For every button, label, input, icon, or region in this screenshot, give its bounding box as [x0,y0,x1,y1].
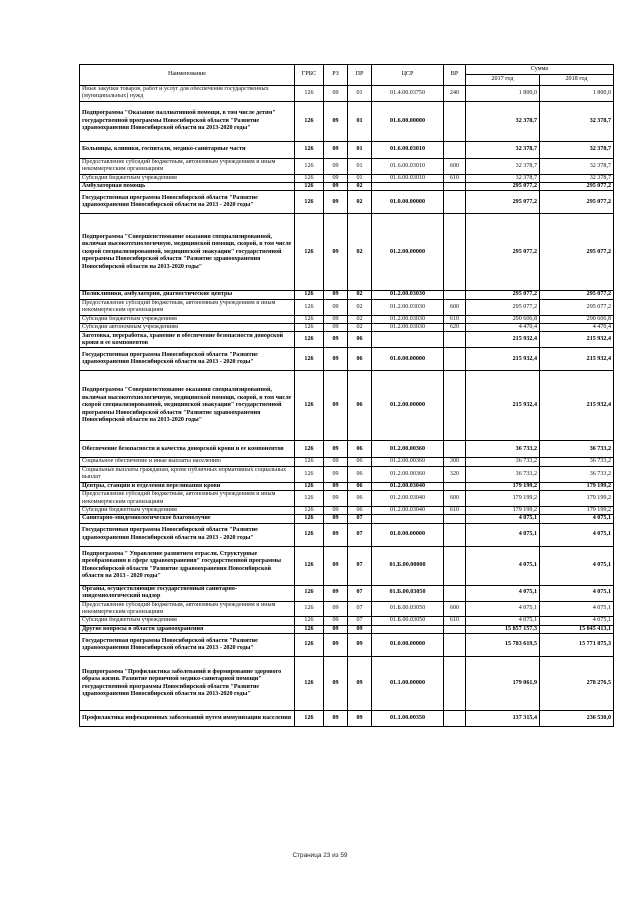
cell-grbs: 126 [295,332,324,348]
table-row [80,585,614,601]
cell-2017: 179 199,2 [466,482,540,490]
cell-2017: 295 077,2 [466,191,540,214]
header-vr: ВР [444,65,466,86]
cell-grbs: 126 [295,86,324,102]
cell-rz: 09 [324,324,348,332]
cell-name: Санитарно-эпидемиологическое благополучие [80,515,295,523]
cell-csr: 01.2.00.03030 [372,299,444,315]
cell-pr: 01 [348,174,372,182]
cell-pr: 09 [348,625,372,633]
cell-name: Профилактика инфекционных заболеваний путем иммунизации населения [80,711,295,727]
cell-vr: 600 [444,491,466,507]
cell-pr: 02 [348,315,372,323]
cell-2017: 215 932,4 [466,348,540,371]
cell-pr: 06 [348,441,372,458]
cell-vr [444,332,466,348]
cell-2018: 215 932,4 [540,371,614,441]
cell-2018: 15 845 413,1 [540,625,614,633]
cell-2018: 32 378,7 [540,101,614,141]
cell-rz: 09 [324,174,348,182]
cell-pr: 01 [348,158,372,174]
cell-2017: 15 783 619,5 [466,634,540,657]
cell-pr: 07 [348,523,372,546]
cell-name: Государственная программа Новосибирской области "Развитие здравоохранения Новосибирской области на 2013 - 2020 годы" [80,348,295,371]
cell-grbs: 126 [295,141,324,158]
cell-csr [372,625,444,633]
cell-pr: 01 [348,86,372,102]
table-row [80,601,614,617]
cell-rz: 09 [324,523,348,546]
cell-2018: 295 077,2 [540,191,614,214]
cell-2017: 295 077,2 [466,214,540,291]
table-row [80,324,614,332]
cell-vr [444,441,466,458]
cell-grbs: 126 [295,506,324,514]
cell-name: Субсидии бюджетным учреждениям [80,174,295,182]
cell-csr: 01.2.00.03030 [372,315,444,323]
cell-name: Поликлиники, амбулатории, диагностические центры [80,291,295,299]
cell-name: Органы, осуществляющие государственный санитарно-эпидемиологический надзор [80,585,295,601]
cell-csr: 01.2.00.03030 [372,324,444,332]
cell-vr: 620 [444,324,466,332]
cell-2017: 179 199,2 [466,491,540,507]
cell-name: Субсидии бюджетным учреждениям [80,617,295,625]
header-2017: 2017 год [466,75,540,86]
cell-rz: 09 [324,291,348,299]
cell-pr: 01 [348,141,372,158]
cell-2018: 295 077,2 [540,214,614,291]
cell-2017: 32 378,7 [466,141,540,158]
cell-pr: 06 [348,506,372,514]
cell-csr: 01.Б.00.00000 [372,546,444,585]
cell-2017: 4 075,1 [466,601,540,617]
cell-csr: 01.0.00.00000 [372,348,444,371]
cell-2017: 4 075,1 [466,617,540,625]
cell-rz: 09 [324,214,348,291]
cell-vr [444,585,466,601]
cell-2018: 236 530,0 [540,711,614,727]
cell-vr [444,482,466,490]
cell-2017: 32 378,7 [466,158,540,174]
cell-2018: 36 733,2 [540,441,614,458]
cell-vr [444,711,466,727]
cell-rz: 09 [324,101,348,141]
cell-csr: 01.2.00.00360 [372,441,444,458]
cell-csr: 01.2.00.03030 [372,291,444,299]
table-row [80,711,614,727]
table-row [80,174,614,182]
cell-name: Подпрограмма "Оказание паллиативной помощи, в том числе детям" государственной программы Новосибирской области "Развитие здравоохранения Новосибирской области на 2013-2020 годы" [80,101,295,141]
table-header [80,65,614,86]
cell-pr: 09 [348,711,372,727]
cell-rz: 09 [324,634,348,657]
cell-rz: 09 [324,332,348,348]
cell-vr [444,371,466,441]
cell-csr: 01.2.00.00360 [372,466,444,482]
table-row [80,506,614,514]
table-row [80,101,614,141]
cell-csr: 01.2.00.03040 [372,482,444,490]
cell-csr: 01.6.00.00000 [372,101,444,141]
header-csr: ЦСР [372,65,444,86]
cell-csr: 01.2.00.00360 [372,458,444,466]
table-row [80,482,614,490]
cell-2018: 215 932,4 [540,348,614,371]
table-row [80,546,614,585]
cell-pr: 07 [348,585,372,601]
cell-2017: 4 075,1 [466,546,540,585]
cell-grbs: 126 [295,183,324,191]
cell-2018: 32 378,7 [540,141,614,158]
cell-2017: 4 075,1 [466,585,540,601]
cell-vr [444,101,466,141]
cell-rz: 09 [324,183,348,191]
cell-csr: 01.2.00.03040 [372,491,444,507]
cell-grbs: 126 [295,458,324,466]
table-row [80,299,614,315]
table-row [80,183,614,191]
cell-csr [372,332,444,348]
cell-name: Субсидии бюджетным учреждениям [80,506,295,514]
table-row [80,523,614,546]
cell-rz: 09 [324,491,348,507]
cell-vr [444,523,466,546]
cell-name: Предоставление субсидий бюджетным, автономным учреждениям и иным некоммерческим организациям [80,299,295,315]
cell-rz: 09 [324,458,348,466]
cell-grbs: 126 [295,291,324,299]
cell-grbs: 126 [295,348,324,371]
cell-rz: 09 [324,617,348,625]
table-row [80,491,614,507]
cell-2017: 4 075,1 [466,523,540,546]
cell-2018: 278 276,5 [540,657,614,711]
cell-vr: 610 [444,617,466,625]
cell-rz: 09 [324,515,348,523]
header-grbs: ГРБС [295,65,324,86]
cell-csr: 01.2.00.03040 [372,506,444,514]
cell-2018: 4 075,1 [540,515,614,523]
cell-grbs: 126 [295,515,324,523]
cell-grbs: 126 [295,546,324,585]
cell-pr: 02 [348,183,372,191]
cell-csr: 01.1.00.00000 [372,657,444,711]
cell-name: Субсидии бюджетным учреждениям [80,315,295,323]
table-row [80,634,614,657]
cell-name: Больницы, клиники, госпитали, медико-санитарные части [80,141,295,158]
table-row [80,332,614,348]
cell-rz: 09 [324,348,348,371]
header-sum: Сумма [466,65,614,75]
cell-vr [444,141,466,158]
cell-pr: 02 [348,191,372,214]
table-row [80,141,614,158]
cell-rz: 09 [324,191,348,214]
header-pr: ПР [348,65,372,86]
cell-2018: 15 771 875,3 [540,634,614,657]
cell-grbs: 126 [295,441,324,458]
cell-vr [444,183,466,191]
cell-pr: 06 [348,491,372,507]
cell-grbs: 126 [295,299,324,315]
cell-rz: 09 [324,546,348,585]
cell-vr [444,191,466,214]
cell-vr: 300 [444,458,466,466]
cell-rz: 09 [324,601,348,617]
cell-name: Другие вопросы в области здравоохранения [80,625,295,633]
table-row [80,371,614,441]
cell-vr: 610 [444,506,466,514]
cell-2017: 4 470,4 [466,324,540,332]
cell-csr: 01.Б.00.03050 [372,617,444,625]
cell-name: Амбулаторная помощь [80,183,295,191]
cell-2018: 4 470,4 [540,324,614,332]
table-row [80,441,614,458]
cell-rz: 09 [324,141,348,158]
cell-name: Социальные выплаты гражданам, кроме публичных нормативных социальных выплат [80,466,295,482]
table-row [80,617,614,625]
cell-name: Государственная программа Новосибирской области "Развитие здравоохранения Новосибирской области на 2013 - 2020 годы" [80,523,295,546]
cell-2018: 179 199,2 [540,491,614,507]
cell-pr: 06 [348,482,372,490]
cell-2017: 137 315,4 [466,711,540,727]
cell-vr [444,214,466,291]
cell-vr: 600 [444,601,466,617]
cell-rz: 09 [324,441,348,458]
cell-csr: 01.2.00.00000 [372,371,444,441]
cell-grbs: 126 [295,625,324,633]
cell-2018: 179 199,2 [540,482,614,490]
cell-csr: 01.6.00.03010 [372,174,444,182]
cell-2018: 4 075,1 [540,601,614,617]
cell-csr: 01.4.00.03750 [372,86,444,102]
cell-pr: 06 [348,371,372,441]
cell-csr: 01.0.00.00000 [372,634,444,657]
cell-grbs: 126 [295,101,324,141]
header-name: Наименование [80,65,295,86]
cell-2017: 179 199,2 [466,506,540,514]
header-2018: 2018 год [540,75,614,86]
cell-rz: 09 [324,86,348,102]
cell-name: Подпрограмма "Совершенствование оказания специализированной, включая высокотехнологичную, медицинской помощи, скорой, в том числе скорой специализированной, медицинской эвакуации" государственной программы Новосибирской области "Развитие здравоохранения Новосибирской области на 2013-2020 годы" [80,214,295,291]
cell-rz: 09 [324,315,348,323]
cell-2017: 36 733,2 [466,466,540,482]
cell-csr: 01.Б.00.03050 [372,585,444,601]
cell-2018: 32 378,7 [540,174,614,182]
cell-pr: 02 [348,299,372,315]
cell-name: Социальное обеспечение и иные выплаты населению [80,458,295,466]
cell-grbs: 126 [295,174,324,182]
cell-csr [372,183,444,191]
cell-pr: 02 [348,324,372,332]
cell-csr: 01.6.00.03010 [372,158,444,174]
cell-rz: 09 [324,158,348,174]
cell-name: Обеспечение безопасности и качества донорской крови и ее компонентов [80,441,295,458]
cell-name: Предоставление субсидий бюджетным, автономным учреждениям и иным некоммерческим организациям [80,601,295,617]
table-row [80,348,614,371]
cell-pr: 07 [348,601,372,617]
cell-name: Иные закупки товаров, работ и услуг для обеспечения государственных (муниципальных) нужд [80,86,295,102]
cell-pr: 07 [348,515,372,523]
cell-grbs: 126 [295,191,324,214]
cell-2018: 295 077,2 [540,291,614,299]
cell-vr: 610 [444,174,466,182]
cell-csr: 01.0.00.00000 [372,523,444,546]
cell-2018: 4 075,1 [540,523,614,546]
cell-name: Подпрограмма " Управление развитием отрасли. Структурные преобразования в сфере здравоохранения" государственной программы Новосибирской области "Развитие здравоохранения Новосибирской области на 2013 - 2020 годы" [80,546,295,585]
cell-2018: 215 932,4 [540,332,614,348]
cell-grbs: 126 [295,315,324,323]
page-footer: Страница 23 из 59 [292,852,348,859]
cell-name: Предоставление субсидий бюджетным, автономным учреждениям и иным некоммерческим организациям [80,158,295,174]
cell-pr: 06 [348,348,372,371]
cell-2018: 4 075,1 [540,585,614,601]
cell-pr: 06 [348,332,372,348]
cell-name: Подпрограмма "Совершенствование оказания специализированной, включая высокотехнологичную, медицинской помощи, скорой, в том числе скорой специализированной, медицинской эвакуации" государственной программы Новосибирской области "Развитие здравоохранения Новосибирской области на 2013-2020 годы" [80,371,295,441]
table-row [80,657,614,711]
cell-vr [444,515,466,523]
cell-grbs: 126 [295,482,324,490]
cell-rz: 09 [324,711,348,727]
table-row [80,466,614,482]
cell-csr: 01.0.00.00000 [372,191,444,214]
cell-2018: 32 378,7 [540,158,614,174]
cell-name: Государственная программа Новосибирской области "Развитие здравоохранения Новосибирской области на 2013 - 2020 годы" [80,191,295,214]
cell-vr [444,291,466,299]
cell-pr: 09 [348,657,372,711]
cell-2018: 4 075,1 [540,617,614,625]
cell-vr: 320 [444,466,466,482]
cell-name: Государственная программа Новосибирской области "Развитие здравоохранения Новосибирской области на 2013 - 2020 годы" [80,634,295,657]
cell-csr: 01.1.00.00350 [372,711,444,727]
cell-2017: 32 378,7 [466,101,540,141]
cell-pr: 06 [348,466,372,482]
cell-2017: 179 061,9 [466,657,540,711]
table-row [80,625,614,633]
cell-rz: 09 [324,299,348,315]
cell-2017: 4 075,1 [466,515,540,523]
cell-name: Субсидии автономным учреждениям [80,324,295,332]
cell-vr: 610 [444,315,466,323]
table-body [80,86,614,727]
cell-grbs: 126 [295,491,324,507]
cell-pr: 06 [348,458,372,466]
cell-rz: 09 [324,585,348,601]
cell-csr [372,515,444,523]
cell-2017: 295 077,2 [466,291,540,299]
cell-grbs: 126 [295,466,324,482]
cell-2017: 215 932,4 [466,332,540,348]
table-row [80,214,614,291]
table-row [80,291,614,299]
table-row [80,315,614,323]
cell-vr [444,348,466,371]
cell-grbs: 126 [295,523,324,546]
cell-2017: 295 077,2 [466,183,540,191]
cell-2017: 15 857 157,3 [466,625,540,633]
cell-vr [444,657,466,711]
table-row [80,515,614,523]
cell-2017: 32 378,7 [466,174,540,182]
cell-pr: 09 [348,634,372,657]
cell-name: Подпрограмма "Профилактика заболеваний и формирование здорового образа жизни. Развитие первичной медико-санитарной помощи" государственной программы Новосибирской области "Развитие здравоохранения Новосибирской области на 2013-2020 годы" [80,657,295,711]
cell-2018: 36 733,2 [540,458,614,466]
cell-rz: 09 [324,466,348,482]
cell-2017: 36 733,2 [466,458,540,466]
cell-2018: 1 800,0 [540,86,614,102]
cell-rz: 09 [324,371,348,441]
cell-vr [444,625,466,633]
cell-2017: 36 733,2 [466,441,540,458]
cell-2018: 36 733,2 [540,466,614,482]
cell-vr: 240 [444,86,466,102]
table-row [80,458,614,466]
budget-table [79,64,614,727]
cell-csr: 01.2.00.00000 [372,214,444,291]
cell-vr [444,634,466,657]
table-row [80,191,614,214]
cell-2018: 295 077,2 [540,299,614,315]
cell-grbs: 126 [295,617,324,625]
table-row [80,86,614,102]
cell-2017: 215 932,4 [466,371,540,441]
cell-name: Предоставление субсидий бюджетным, автономным учреждениям и иным некоммерческим организациям [80,491,295,507]
cell-pr: 07 [348,617,372,625]
cell-2018: 295 077,2 [540,183,614,191]
cell-2017: 1 800,0 [466,86,540,102]
cell-grbs: 126 [295,585,324,601]
cell-2017: 295 077,2 [466,299,540,315]
cell-grbs: 126 [295,214,324,291]
cell-grbs: 126 [295,657,324,711]
cell-grbs: 126 [295,371,324,441]
cell-rz: 09 [324,506,348,514]
cell-name: Заготовка, переработка, хранение и обеспечение безопасности донорской крови и ее компонентов [80,332,295,348]
cell-rz: 09 [324,482,348,490]
cell-csr: 01.Б.00.03050 [372,601,444,617]
cell-pr: 07 [348,546,372,585]
cell-grbs: 126 [295,158,324,174]
header-rz: РЗ [324,65,348,86]
table-row [80,158,614,174]
cell-pr: 02 [348,291,372,299]
cell-2018: 179 199,2 [540,506,614,514]
cell-2018: 290 606,8 [540,315,614,323]
cell-vr: 600 [444,158,466,174]
cell-grbs: 126 [295,711,324,727]
cell-grbs: 126 [295,324,324,332]
cell-rz: 09 [324,625,348,633]
cell-vr [444,546,466,585]
cell-name: Центры, станции и отделения переливания крови [80,482,295,490]
cell-rz: 09 [324,657,348,711]
cell-grbs: 126 [295,601,324,617]
cell-pr: 02 [348,214,372,291]
cell-csr: 01.6.00.03010 [372,141,444,158]
cell-pr: 01 [348,101,372,141]
cell-2017: 290 606,8 [466,315,540,323]
cell-2018: 4 075,1 [540,546,614,585]
cell-vr: 600 [444,299,466,315]
cell-grbs: 126 [295,634,324,657]
